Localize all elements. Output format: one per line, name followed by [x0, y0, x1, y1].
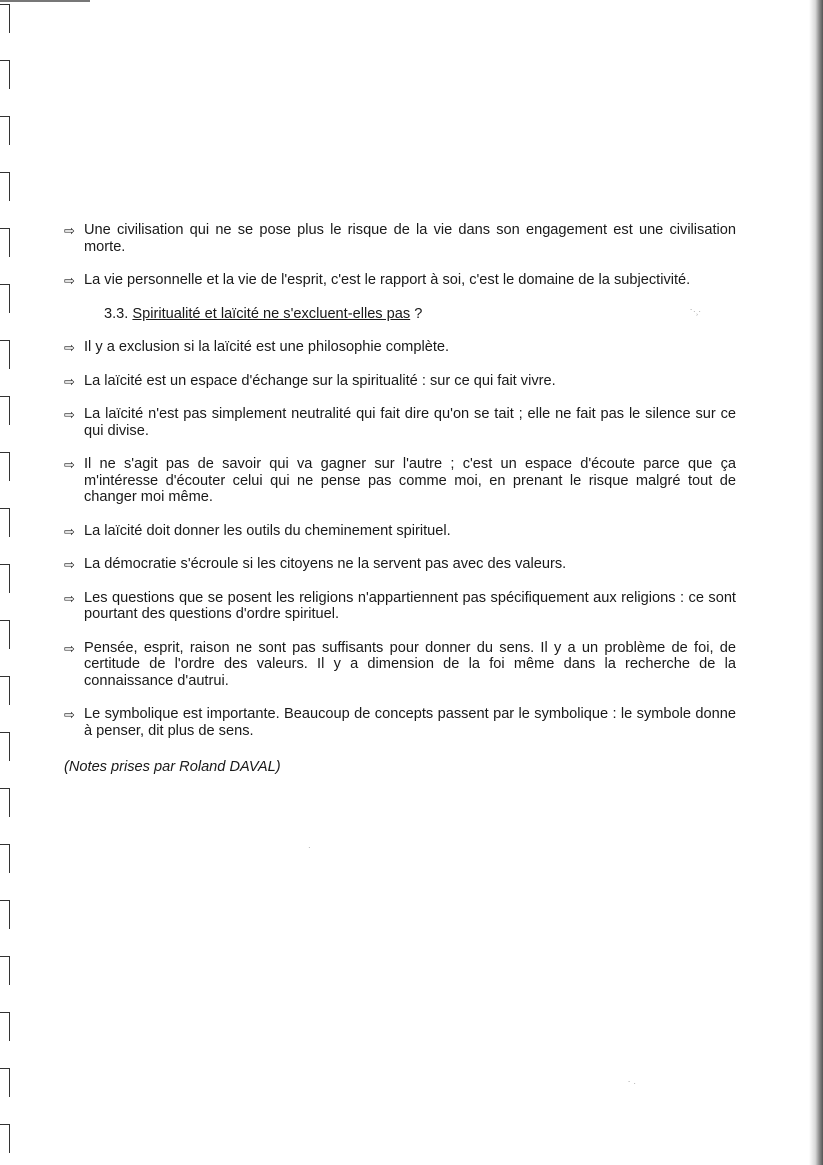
section-heading	[64, 306, 736, 323]
right-arrow-outline-icon: ⇨	[64, 223, 75, 238]
binding-mark	[0, 900, 10, 929]
scan-artifact-line	[0, 0, 90, 2]
bullet-text: La laïcité est un espace d'échange sur la spiritualité : sur ce qui fait vivre.	[84, 372, 556, 389]
bullet-item	[64, 590, 736, 623]
binding-mark	[0, 956, 10, 985]
scan-speck: ˙ˑ˒ˑ	[690, 308, 701, 318]
bullet-item	[64, 339, 736, 356]
scan-speck: ˙ ˑ	[628, 1080, 636, 1090]
binding-mark	[0, 564, 10, 593]
section-title: Spiritualité et laïcité ne s'excluent-elles pas	[132, 305, 411, 322]
page-edge-shadow	[809, 0, 823, 1165]
bullet-item	[64, 640, 736, 690]
right-arrow-outline-icon: ⇨	[64, 557, 75, 572]
right-arrow-outline-icon: ⇨	[64, 707, 75, 722]
right-arrow-outline-icon: ⇨	[64, 373, 75, 389]
binding-mark	[0, 116, 10, 145]
binding-mark	[0, 284, 10, 313]
right-arrow-outline-icon: ⇨	[64, 407, 75, 422]
bullet-item	[64, 222, 736, 255]
right-arrow-outline-icon: ⇨	[64, 640, 75, 656]
binding-mark	[0, 508, 10, 537]
binding-mark	[0, 60, 10, 89]
bullet-text: Le symbolique est importante. Beaucoup de concepts passent par le symbolique : le symbole donne à penser, dit plus de sens.	[84, 706, 736, 739]
bullet-item	[64, 523, 736, 540]
binding-mark	[0, 4, 10, 33]
bullet-text: Il ne s'agit pas de savoir qui va gagner sur l'autre ; c'est un espace d'écoute parce que ça m'intéresse d'écouter celui qui ne pense pas comme moi, en prenant le risque malgré tout de changer moi même.	[84, 456, 736, 505]
bullet-text: Pensée, esprit, raison ne sont pas suffisants pour donner du sens. Il y a un problème de foi, de certitude de l'ordre des valeurs. Il y a dimension de la foi même dans la recherche de la connaissance d'autrui.	[84, 639, 736, 689]
document-body	[64, 222, 736, 776]
closing-note: (Notes prises par Roland DAVAL)	[64, 759, 281, 775]
binding-mark	[0, 1068, 10, 1097]
binding-mark	[0, 788, 10, 817]
bullet-item	[64, 406, 736, 439]
binding-mark	[0, 452, 10, 481]
bullet-text: La laïcité n'est pas simplement neutralité qui fait dire qu'on se tait ; elle ne fait pas le silence sur ce qui divise.	[84, 406, 736, 439]
bullet-item	[64, 373, 736, 390]
bullet-text: La vie personnelle et la vie de l'esprit, c'est le rapport à soi, c'est le domaine de la subjectivité.	[84, 272, 691, 288]
bullet-text: La laïcité doit donner les outils du cheminement spirituel.	[84, 522, 451, 539]
bullet-item	[64, 556, 736, 573]
bullet-text: Il y a exclusion si la laïcité est une philosophie complète.	[84, 339, 450, 355]
binding-mark	[0, 676, 10, 705]
binding-mark	[0, 396, 10, 425]
binding-mark	[0, 844, 10, 873]
binding-mark	[0, 620, 10, 649]
bullet-item	[64, 272, 736, 289]
right-arrow-outline-icon: ⇨	[64, 590, 75, 606]
binding-mark	[0, 228, 10, 257]
binding-mark	[0, 340, 10, 369]
bullet-text: Les questions que se posent les religions n'appartiennent pas spécifiquement aux religions : ce sont pourtant des questions d'ordre spirituel.	[84, 589, 736, 622]
binding-mark	[0, 1124, 10, 1153]
bullet-text: Une civilisation qui ne se pose plus le risque de la vie dans son engagement est une civilisation morte.	[84, 222, 736, 255]
right-arrow-outline-icon: ⇨	[64, 340, 75, 355]
scan-speck: ˑ	[308, 844, 311, 854]
binding-mark	[0, 732, 10, 761]
bullet-item	[64, 706, 736, 739]
section-suffix: ?	[410, 305, 423, 322]
right-arrow-outline-icon: ⇨	[64, 273, 75, 288]
section-number: 3.3.	[104, 305, 129, 322]
binding-mark	[0, 172, 10, 201]
bullet-text: La démocratie s'écroule si les citoyens ne la servent pas avec des valeurs.	[84, 556, 567, 572]
right-arrow-outline-icon: ⇨	[64, 457, 75, 472]
binding-mark	[0, 1012, 10, 1041]
bullet-item	[64, 456, 736, 506]
binding-marks	[0, 0, 12, 1165]
right-arrow-outline-icon: ⇨	[64, 523, 75, 539]
